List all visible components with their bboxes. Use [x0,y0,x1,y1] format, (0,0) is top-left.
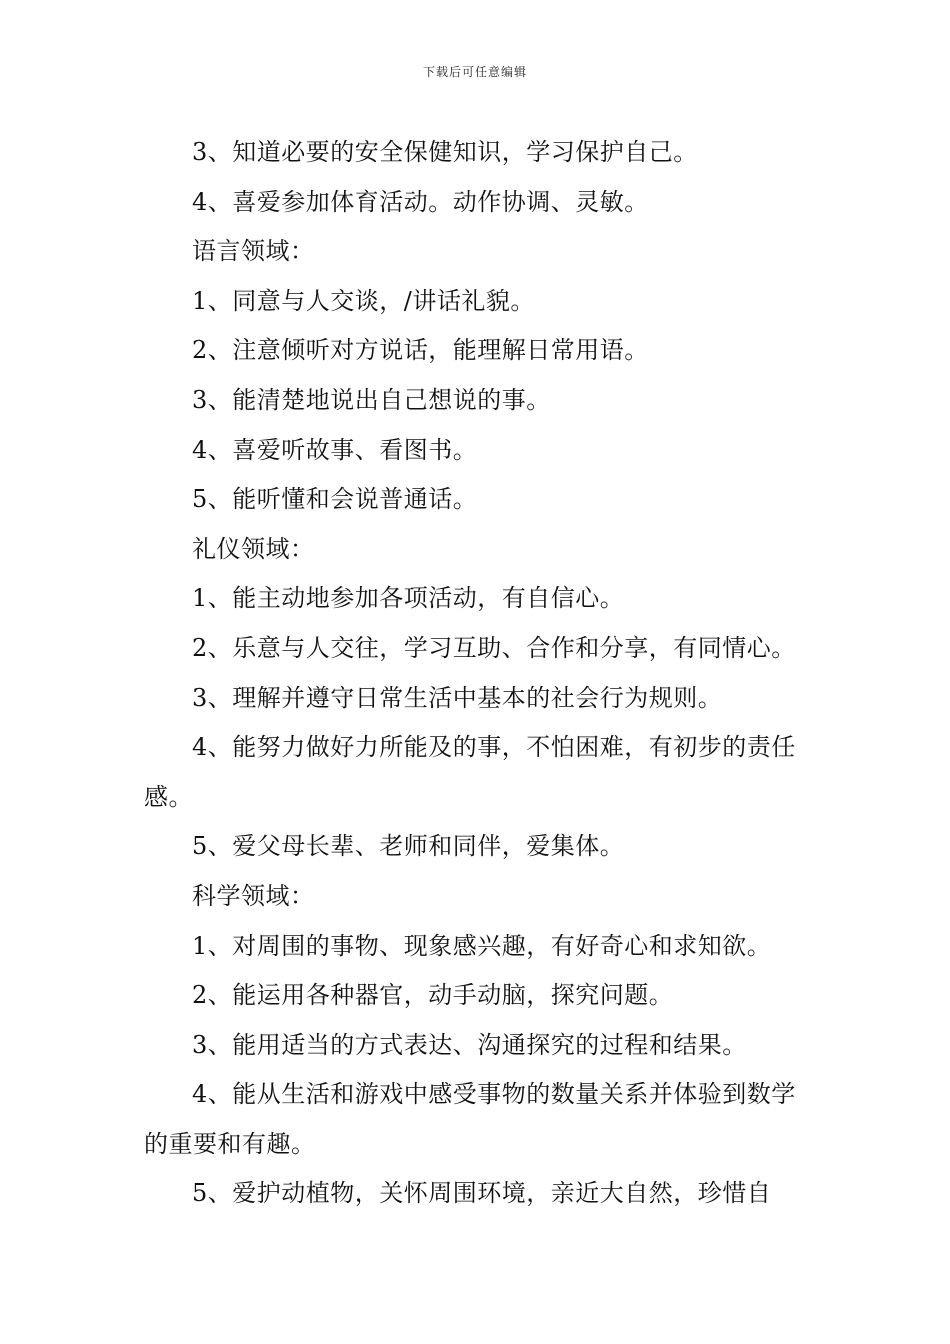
paragraph-science-1: 1、对周围的事物、现象感兴趣，有好奇心和求知欲。 [192,931,772,960]
section-heading-language: 语言领域： [192,237,315,266]
section-heading-science: 科学领域： [192,881,315,910]
paragraph-science-5: 5、爱护动植物，关怀周围环境，亲近大自然，珍惜自 [192,1179,772,1208]
paragraph-health-3: 3、知道必要的安全保健知识，学习保护自己。 [192,138,698,166]
document-body [144,128,816,1219]
paragraph-etiquette-1: 1、能主动地参加各项活动，有自信心。 [192,584,625,613]
paragraph-etiquette-3: 3、理解并遵守日常生活中基本的社会行为规则。 [192,683,723,712]
paragraph-language-3: 3、能清楚地说出自己想说的事。 [192,385,551,414]
paragraph-language-4: 4、喜爱听故事、看图书。 [192,435,478,464]
paragraph-etiquette-4: 4、能努力做好力所能及的事，不怕困难，有初步的责任感。 [144,733,796,811]
page-header: 下载后可任意编辑 [422,65,527,79]
paragraph-etiquette-5: 5、爱父母长辈、老师和同伴，爱集体。 [192,832,625,861]
paragraph-science-2: 2、能运用各种器官，动手动脑，探究问题。 [192,981,674,1010]
paragraph-language-1: 1、同意与人交谈，/讲话礼貌。 [192,286,535,315]
paragraph-health-4: 4、喜爱参加体育活动。动作协调、灵敏。 [192,187,649,216]
paragraph-language-2: 2、注意倾听对方说话，能理解日常用语。 [192,336,649,365]
paragraph-language-5: 5、能听懂和会说普通话。 [192,485,478,514]
section-heading-etiquette: 礼仪领域： [192,534,315,563]
paragraph-science-4: 4、能从生活和游戏中感受事物的数量关系并体验到数学的重要和有趣。 [144,1080,796,1158]
paragraph-science-3: 3、能用适当的方式表达、沟通探究的过程和结果。 [192,1030,747,1059]
paragraph-etiquette-2: 2、乐意与人交往，学习互助、合作和分享，有同情心。 [192,633,796,662]
